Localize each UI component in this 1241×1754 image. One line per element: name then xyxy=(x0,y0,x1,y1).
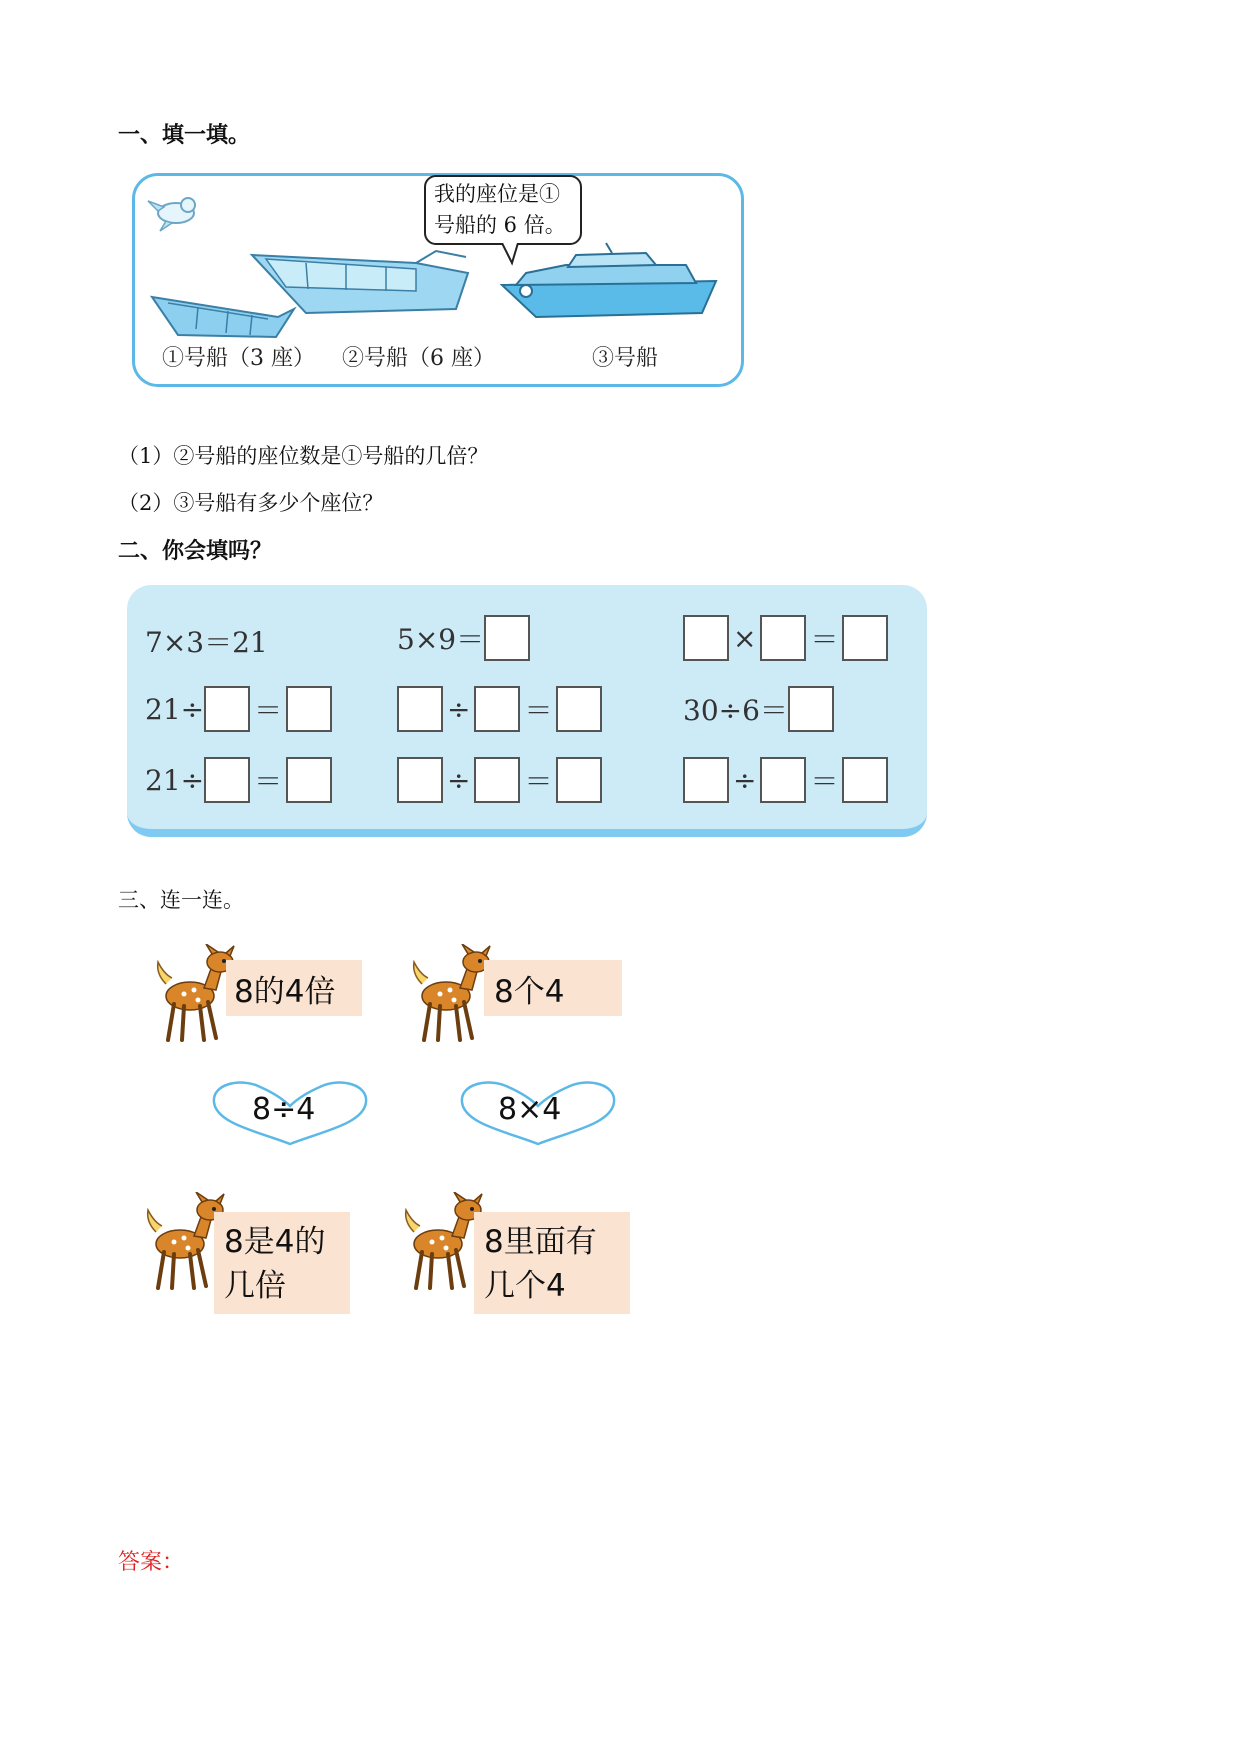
answer-box[interactable] xyxy=(683,615,729,661)
card-text-line-2: 几个4 xyxy=(484,1268,566,1304)
answer-box[interactable] xyxy=(474,686,520,732)
answer-box[interactable] xyxy=(842,757,888,803)
question-1: （1）②号船的座位数是①号船的几倍？ xyxy=(118,444,489,468)
eq-r1c1 xyxy=(145,621,268,661)
div-sign: ÷ xyxy=(733,763,757,797)
equals-sign: ＝ xyxy=(810,765,839,798)
boat-3-icon xyxy=(496,225,726,325)
heart-8-times-4[interactable]: 8×4 xyxy=(498,1092,562,1127)
answer-box[interactable] xyxy=(474,757,520,803)
section3-heading: 三、连一连。 xyxy=(118,888,244,912)
eq-r1c3 xyxy=(683,615,888,661)
answer-label: 答案： xyxy=(118,1550,185,1575)
answer-box[interactable] xyxy=(484,615,530,661)
eq-text: 21÷ xyxy=(145,763,205,797)
eq-text: 30÷6＝ xyxy=(683,694,788,727)
card-text: 8的4倍 xyxy=(234,974,336,1010)
answer-box[interactable] xyxy=(397,686,443,732)
equals-sign: ＝ xyxy=(254,694,283,727)
eq-r2c1 xyxy=(145,686,332,732)
eq-r2c3 xyxy=(683,686,834,732)
equation-panel xyxy=(127,585,929,843)
answer-box[interactable] xyxy=(842,615,888,661)
eq-text: 21÷ xyxy=(145,692,205,726)
boat-label-1: ①号船（3 座） xyxy=(162,346,315,371)
card-8-times-4-phrase[interactable] xyxy=(226,960,362,1016)
section2-heading: 二、你会填吗？ xyxy=(118,539,273,564)
answer-box[interactable] xyxy=(397,757,443,803)
boat-2-icon xyxy=(246,243,476,325)
div-sign: ÷ xyxy=(447,763,471,797)
equals-sign: ＝ xyxy=(254,765,283,798)
div-sign: ÷ xyxy=(447,692,471,726)
equals-sign: ＝ xyxy=(810,623,839,656)
eq-r3c3 xyxy=(683,757,888,803)
eq-r3c2 xyxy=(397,757,602,803)
question-2: （2）③号船有多少个座位？ xyxy=(118,491,384,515)
card-8-fours[interactable] xyxy=(484,960,622,1016)
card-text-line-1: 8是4的 xyxy=(224,1224,326,1260)
card-text-line-2: 几倍 xyxy=(224,1268,286,1304)
answer-box[interactable] xyxy=(286,686,332,732)
answer-box[interactable] xyxy=(683,757,729,803)
answer-box[interactable] xyxy=(788,686,834,732)
deer-icon xyxy=(146,944,238,1044)
speech-line-2: 号船的 6 倍。 xyxy=(434,213,566,237)
times-sign: × xyxy=(733,621,757,655)
eq-r1c2 xyxy=(397,615,530,661)
answer-box[interactable] xyxy=(204,686,250,732)
answer-box[interactable] xyxy=(556,757,602,803)
answer-box[interactable] xyxy=(204,757,250,803)
answer-box[interactable] xyxy=(760,615,806,661)
boat-illustration xyxy=(118,165,758,387)
deer-icon xyxy=(394,1192,486,1292)
section1-heading: 一、填一填。 xyxy=(118,123,251,148)
eq-text: 5×9＝ xyxy=(397,623,485,656)
card-text: 8个4 xyxy=(494,974,565,1010)
eq-r3c1 xyxy=(145,757,332,803)
deer-icon xyxy=(402,944,494,1044)
card-text-line-1: 8里面有 xyxy=(484,1224,597,1260)
heart-8-div-4[interactable]: 8÷4 xyxy=(252,1092,316,1127)
answer-box[interactable] xyxy=(760,757,806,803)
card-how-many-4s-in-8[interactable] xyxy=(474,1212,630,1314)
boat-label-3: ③号船 xyxy=(592,346,659,371)
bird-icon xyxy=(146,185,206,235)
eq-r2c2 xyxy=(397,686,602,732)
answer-box[interactable] xyxy=(286,757,332,803)
equals-sign: ＝ xyxy=(524,694,553,727)
card-8-is-how-many-times-4[interactable] xyxy=(214,1212,350,1314)
boat-label-2: ②号船（6 座） xyxy=(342,346,495,371)
equals-sign: ＝ xyxy=(524,765,553,798)
answer-box[interactable] xyxy=(556,686,602,732)
eq-text: 7×3＝21 xyxy=(145,626,268,659)
speech-line-1: 我的座位是① xyxy=(434,182,560,206)
